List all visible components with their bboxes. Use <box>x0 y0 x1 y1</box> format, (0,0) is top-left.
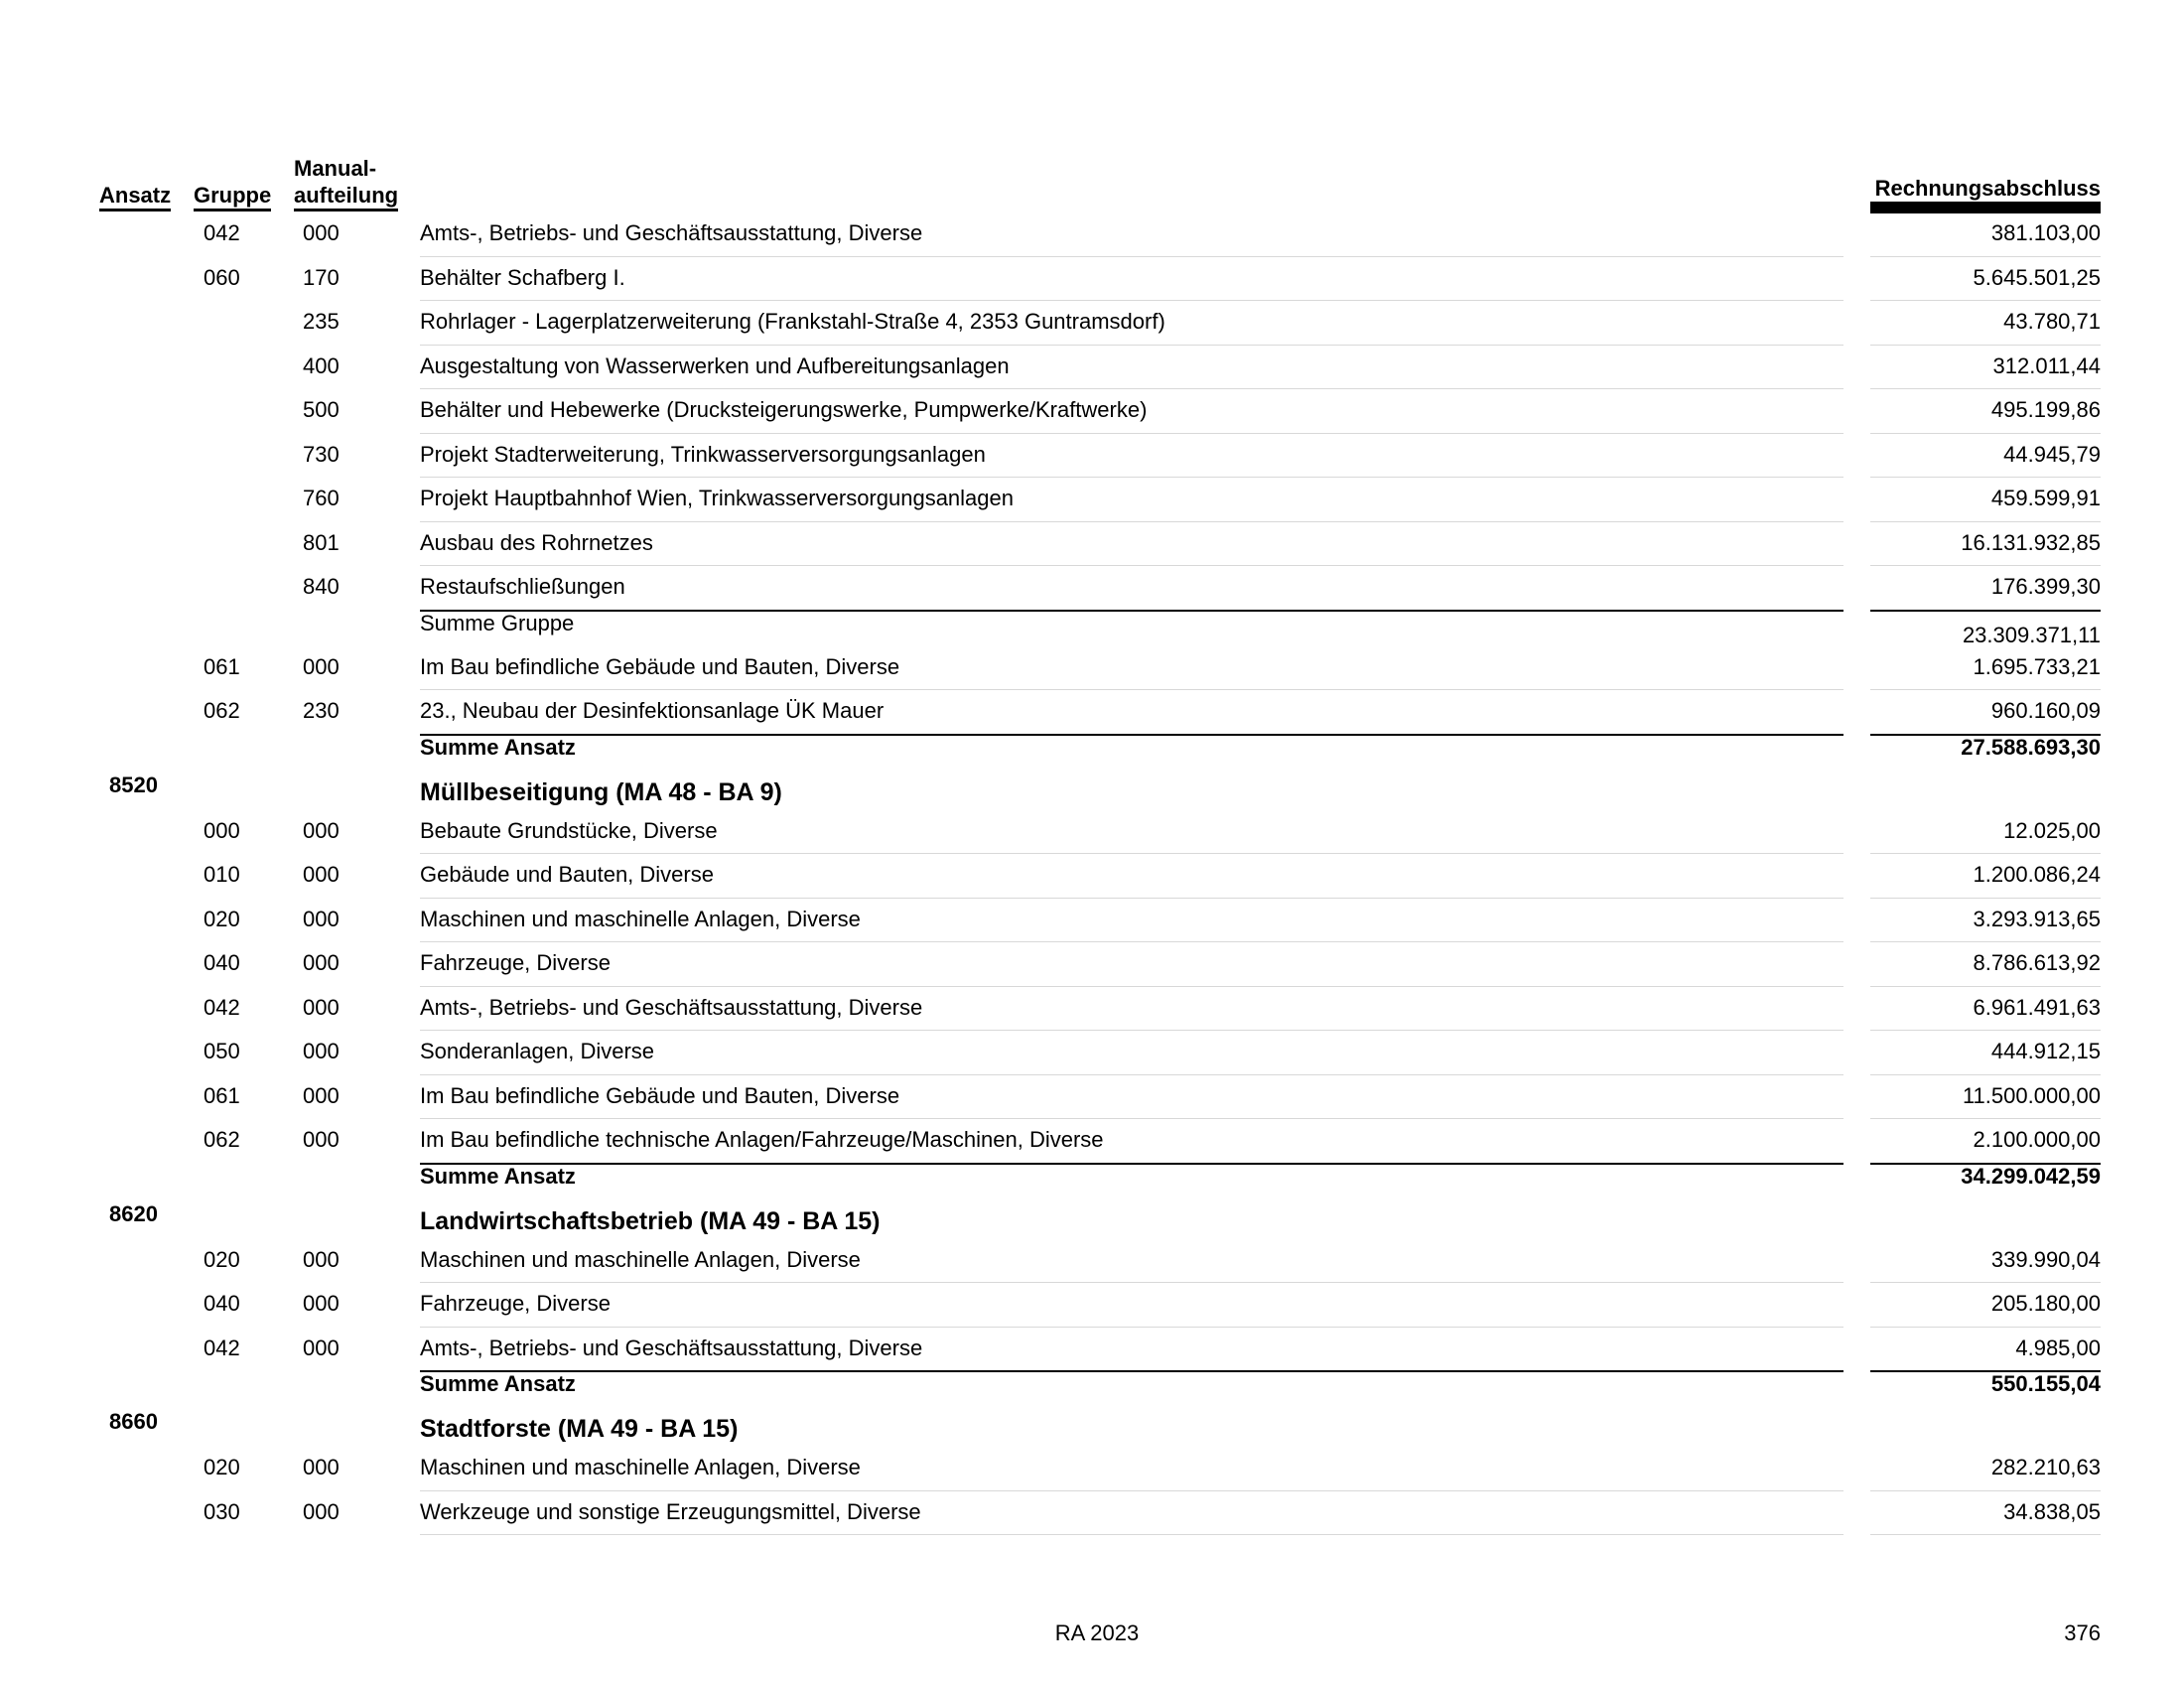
gruppe-code: 000 <box>204 817 240 843</box>
amount: 2.100.000,00 <box>1973 1127 2101 1152</box>
table-row <box>0 1283 2184 1328</box>
description: Amts-, Betriebs- und Geschäftsausstattung, Diverse <box>420 994 923 1020</box>
description: Im Bau befindliche Gebäude und Bauten, Diverse <box>420 1082 900 1108</box>
amount: 43.780,71 <box>2003 309 2101 334</box>
amount: 1.695.733,21 <box>1973 653 2101 679</box>
gruppe-code: 061 <box>204 1082 240 1108</box>
section-header-row <box>0 1405 2184 1447</box>
description: Werkzeuge und sonstige Erzeugungsmittel, Diverse <box>420 1498 921 1524</box>
description: Behälter und Hebewerke (Drucksteigerungswerke, Pumpwerke/Kraftwerke) <box>420 397 1148 422</box>
section-title: Stadtforste (MA 49 - BA 15) <box>420 1415 739 1443</box>
amount: 282.210,63 <box>1990 1455 2101 1479</box>
manual-code: 235 <box>303 309 340 334</box>
column-header-manualaufteilung <box>294 155 398 211</box>
amount: 381.103,00 <box>1990 220 2101 245</box>
gruppe-code: 042 <box>204 1335 240 1360</box>
table-row <box>0 899 2184 943</box>
manual-code: 500 <box>303 397 340 422</box>
description: Gebäude und Bauten, Diverse <box>420 862 714 887</box>
manual-code: 000 <box>303 817 340 843</box>
gruppe-code: 040 <box>204 950 240 975</box>
ansatz-code: 8660 <box>109 1409 158 1434</box>
amount: 3.293.913,65 <box>1973 906 2101 931</box>
table-row <box>0 346 2184 390</box>
description: Ausgestaltung von Wasserwerken und Aufbereitungsanlagen <box>420 352 1010 378</box>
table-row <box>0 1447 2184 1491</box>
gruppe-code: 042 <box>204 220 240 245</box>
footer-title: RA 2023 <box>1054 1620 1140 1645</box>
account-table <box>0 212 2184 1535</box>
amount: 176.399,30 <box>1990 574 2101 599</box>
table-row <box>0 942 2184 987</box>
gruppe-code: 040 <box>204 1291 240 1316</box>
manual-code: 230 <box>303 698 340 723</box>
header-gruppe-label: Gruppe <box>194 182 271 211</box>
manual-code: 000 <box>303 1039 340 1063</box>
column-header-gruppe <box>194 182 271 211</box>
column-header-ansatz <box>99 182 171 211</box>
manual-code: 801 <box>303 529 340 555</box>
description: Amts-, Betriebs- und Geschäftsausstattung, Diverse <box>420 1335 923 1360</box>
amount: 312.011,44 <box>1992 352 2101 378</box>
table-row <box>0 1031 2184 1075</box>
table-row <box>0 987 2184 1032</box>
amount: 205.180,00 <box>1990 1291 2101 1316</box>
gruppe-code: 010 <box>204 862 240 887</box>
manual-code: 000 <box>303 1127 340 1152</box>
manual-code: 730 <box>303 441 340 467</box>
manual-code: 000 <box>303 1246 340 1272</box>
summe-ansatz-row <box>0 735 2184 769</box>
table-row <box>0 1119 2184 1164</box>
amount: 6.961.491,63 <box>1973 994 2101 1020</box>
amount: 34.838,05 <box>2003 1498 2101 1524</box>
amount: 11.500.000,00 <box>1962 1082 2101 1108</box>
ansatz-code: 8520 <box>109 772 158 797</box>
description: Restaufschließungen <box>420 574 625 599</box>
gruppe-code: 020 <box>204 1455 240 1479</box>
manual-code: 400 <box>303 352 340 378</box>
table-row <box>0 690 2184 735</box>
table-row <box>0 810 2184 855</box>
manual-code: 000 <box>303 220 340 245</box>
description: Summe Ansatz <box>420 1371 576 1396</box>
description: Maschinen und maschinelle Anlagen, Diverse <box>420 906 861 931</box>
gruppe-code: 060 <box>204 264 240 290</box>
description: 23., Neubau der Desinfektionsanlage ÜK Mauer <box>420 698 885 723</box>
amount: 495.199,86 <box>1990 397 2101 422</box>
gruppe-code: 061 <box>204 653 240 679</box>
amount: 4.985,00 <box>2015 1335 2101 1360</box>
description: Sonderanlagen, Diverse <box>420 1039 655 1063</box>
gruppe-code: 062 <box>204 1127 240 1152</box>
table-row <box>0 212 2184 257</box>
table-row <box>0 434 2184 479</box>
amount: 16.131.932,85 <box>1961 529 2101 555</box>
summe-gruppe-row <box>0 611 2184 646</box>
manual-code: 000 <box>303 1082 340 1108</box>
description: Maschinen und maschinelle Anlagen, Diverse <box>420 1246 861 1272</box>
description: Fahrzeuge, Diverse <box>420 1291 611 1316</box>
section-title: Landwirtschaftsbetrieb (MA 49 - BA 15) <box>420 1206 881 1235</box>
header-manual-line2: aufteilung <box>294 182 398 211</box>
description: Im Bau befindliche Gebäude und Bauten, Diverse <box>420 653 900 679</box>
amount: 23.309.371,11 <box>1962 622 2101 647</box>
manual-code: 170 <box>303 264 340 290</box>
manual-code: 000 <box>303 950 340 975</box>
description: Behälter Schafberg I. <box>420 264 625 290</box>
amount: 459.599,91 <box>1990 486 2101 510</box>
amount: 12.025,00 <box>2003 817 2101 843</box>
description: Projekt Stadterweiterung, Trinkwasserversorgungsanlagen <box>420 441 986 467</box>
description: Summe Ansatz <box>420 1163 576 1189</box>
gruppe-code: 062 <box>204 698 240 723</box>
manual-code: 000 <box>303 906 340 931</box>
manual-code: 000 <box>303 1335 340 1360</box>
amount: 27.588.693,30 <box>1961 734 2101 760</box>
header-manual-line1: Manual- <box>294 156 377 181</box>
summe-ansatz-row <box>0 1164 2184 1197</box>
amount-divider <box>1870 1534 2101 1535</box>
header-ansatz-label: Ansatz <box>99 182 171 211</box>
section-title: Müllbeseitigung (MA 48 - BA 9) <box>420 777 782 806</box>
table-row <box>0 854 2184 899</box>
row-divider <box>420 1534 1843 1535</box>
header-rechnungsabschluss-label: Rechnungsabschluss <box>1874 176 2101 201</box>
gruppe-code: 042 <box>204 994 240 1020</box>
description: Im Bau befindliche technische Anlagen/Fahrzeuge/Maschinen, Diverse <box>420 1127 1104 1152</box>
manual-code: 000 <box>303 653 340 679</box>
manual-code: 000 <box>303 994 340 1020</box>
description: Projekt Hauptbahnhof Wien, Trinkwasserversorgungsanlagen <box>420 486 1014 510</box>
gruppe-code: 020 <box>204 906 240 931</box>
column-header-rechnungsabschluss <box>1870 175 2101 213</box>
description: Fahrzeuge, Diverse <box>420 950 611 975</box>
description: Summe Gruppe <box>420 610 575 635</box>
gruppe-code: 020 <box>204 1246 240 1272</box>
table-row <box>0 478 2184 522</box>
description: Rohrlager - Lagerplatzerweiterung (Frankstahl-Straße 4, 2353 Guntramsdorf) <box>420 309 1165 334</box>
manual-code: 000 <box>303 862 340 887</box>
gruppe-code: 050 <box>204 1039 240 1063</box>
table-row <box>0 566 2184 611</box>
description: Ausbau des Rohrnetzes <box>420 529 653 555</box>
page-number: 376 <box>2064 1620 2101 1645</box>
amount: 44.945,79 <box>2003 441 2101 467</box>
manual-code: 000 <box>303 1498 340 1524</box>
table-row <box>0 301 2184 346</box>
amount: 550.155,04 <box>1990 1371 2101 1396</box>
description: Maschinen und maschinelle Anlagen, Diverse <box>420 1455 861 1479</box>
table-row <box>0 1239 2184 1284</box>
manual-code: 000 <box>303 1291 340 1316</box>
amount: 444.912,15 <box>1990 1039 2101 1063</box>
amount: 8.786.613,92 <box>1973 950 2101 975</box>
amount: 1.200.086,24 <box>1973 862 2101 887</box>
description: Summe Ansatz <box>420 734 576 760</box>
table-row <box>0 257 2184 302</box>
amount: 5.645.501,25 <box>1973 264 2101 290</box>
table-row <box>0 522 2184 567</box>
table-row <box>0 1075 2184 1120</box>
table-row <box>0 646 2184 691</box>
section-header-row <box>0 1197 2184 1239</box>
manual-code: 840 <box>303 574 340 599</box>
table-row <box>0 389 2184 434</box>
ansatz-code: 8620 <box>109 1200 158 1226</box>
manual-code: 000 <box>303 1455 340 1479</box>
summe-ansatz-row <box>0 1371 2184 1405</box>
amount: 960.160,09 <box>1990 698 2101 723</box>
amount: 34.299.042,59 <box>1961 1163 2101 1189</box>
gruppe-code: 030 <box>204 1498 240 1524</box>
section-header-row <box>0 769 2184 810</box>
table-row <box>0 1491 2184 1536</box>
amount: 339.990,04 <box>1990 1246 2101 1272</box>
description: Bebaute Grundstücke, Diverse <box>420 817 718 843</box>
manual-code: 760 <box>303 486 340 510</box>
table-row <box>0 1328 2184 1372</box>
description: Amts-, Betriebs- und Geschäftsausstattung, Diverse <box>420 220 923 245</box>
